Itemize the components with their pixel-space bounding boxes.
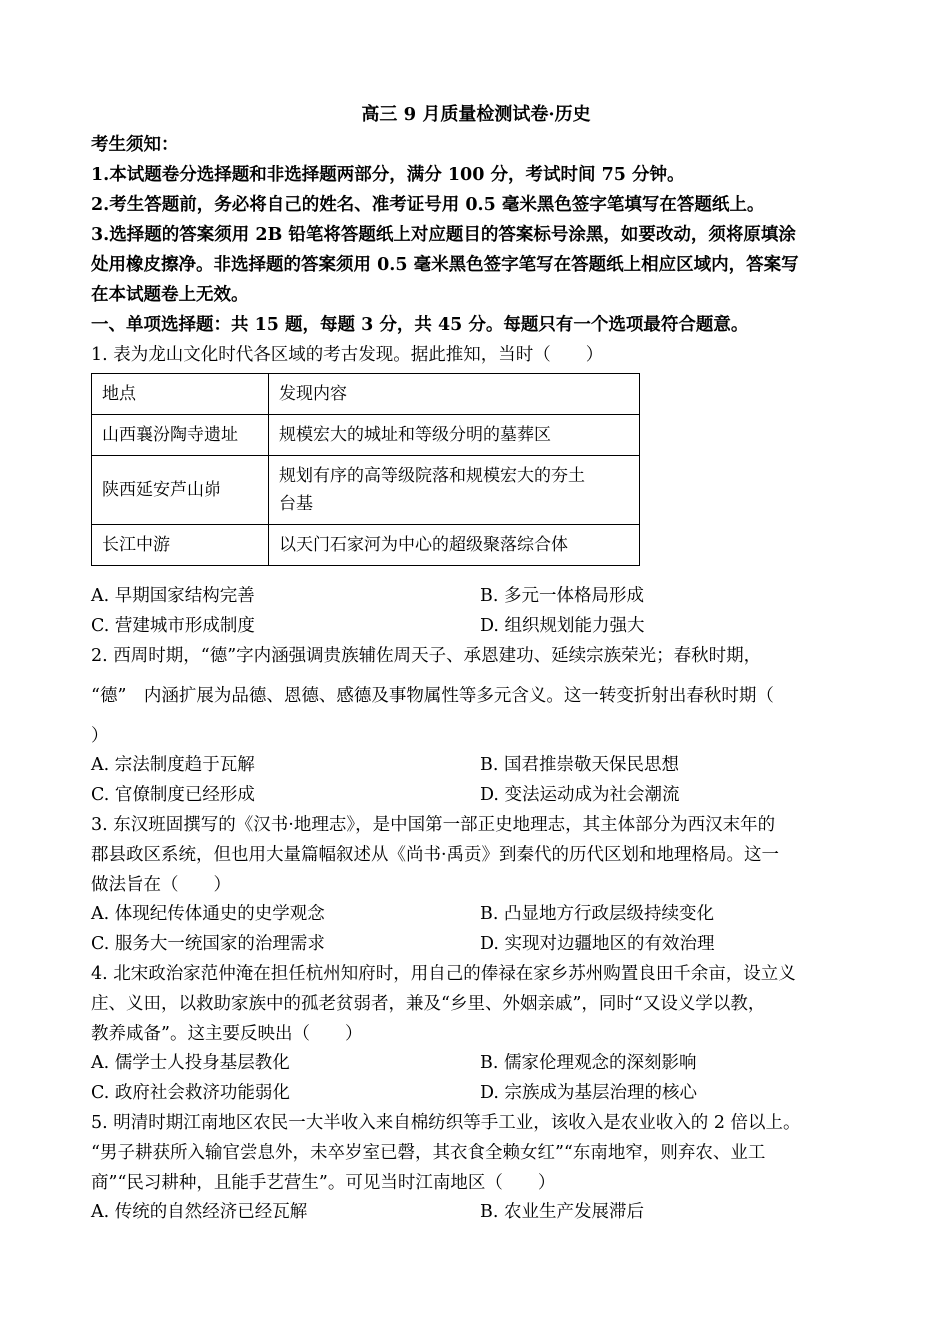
- question-3-options: [91, 900, 861, 930]
- table-cell-line: 台基: [279, 494, 313, 514]
- exam-page: [91, 100, 861, 1228]
- notice-item-3-line: 在本试题卷上无效。: [91, 285, 249, 305]
- table-cell: [269, 456, 640, 525]
- option-b[interactable]: B. 多元一体格局形成: [480, 586, 644, 606]
- question-2-line: ）: [91, 726, 109, 746]
- question-2-options: [91, 781, 861, 811]
- table-cell: 规模宏大的城址和等级分明的墓葬区: [269, 415, 640, 456]
- table-header-row: [92, 374, 640, 415]
- table-row: [92, 456, 640, 525]
- option-c[interactable]: C. 营建城市形成制度: [91, 615, 255, 636]
- option-b[interactable]: B. 凸显地方行政层级持续变化: [480, 904, 714, 924]
- question-2-line: “德” 内涵扩展为品德、恩德、感德及事物属性等多元含义。这一转变折射出春秋时期（: [91, 686, 774, 706]
- table-header-cell: 地点: [92, 374, 269, 415]
- question-1-table: [91, 373, 640, 566]
- question-5-line: 5. 明清时期江南地区农民一大半收入来自棉纺织等手工业，该收入是农业收入的 2 倍以上。: [91, 1113, 801, 1133]
- notice-item-1: 1.本试题卷分选择题和非选择题两部分，满分 100 分，考试时间 75 分钟。: [91, 165, 685, 185]
- option-b[interactable]: B. 农业生产发展滞后: [480, 1202, 644, 1222]
- option-a[interactable]: A. 早期国家结构完善: [91, 586, 255, 606]
- question-1-options: [91, 582, 861, 612]
- question-3-line: 郡县政区系统，但也用大量篇幅叙述从《尚书·禹贡》到秦代的历代区划和地理格局。这一: [91, 845, 780, 865]
- table-row: [92, 525, 640, 566]
- option-a[interactable]: A. 传统的自然经济已经瓦解: [91, 1202, 308, 1222]
- question-3-line: 做法旨在（ ）: [91, 875, 231, 895]
- question-2-line: 2. 西周时期，“德”字内涵强调贵族辅佐周天子、承恩建功、延续宗族荣光；春秋时期，: [91, 646, 762, 666]
- question-2-options: [91, 751, 861, 781]
- option-a[interactable]: A. 儒学士人投身基层教化: [91, 1053, 290, 1073]
- question-5-line: “男子耕获所入输官尝息外，未卒岁室已磬，其衣食全赖女红”“东南地窄，则弃农、业工: [91, 1143, 766, 1163]
- question-4-line: 庄、义田，以救助家族中的孤老贫弱者，兼及“乡里、外姻亲戚”，同时“又设义学以教，: [91, 994, 766, 1014]
- page-title: 高三 9 月质量检测试卷·历史: [361, 104, 591, 125]
- option-b[interactable]: B. 儒家伦理观念的深刻影响: [480, 1053, 697, 1073]
- option-c[interactable]: C. 政府社会救济功能弱化: [91, 1082, 290, 1103]
- notice-item-3-line: 处用橡皮擦净。非选择题的答案须用 0.5 毫米黑色签字笔写在答题纸上相应区域内，答案写: [91, 255, 799, 275]
- table-cell-line: 规划有序的高等级院落和规模宏大的夯土: [279, 466, 585, 486]
- question-4-options: [91, 1049, 861, 1079]
- table-cell: 山西襄汾陶寺遗址: [92, 415, 269, 456]
- question-3-line: 3. 东汉班固撰写的《汉书·地理志》，是中国第一部正史地理志，其主体部分为西汉末年的: [91, 815, 776, 835]
- question-3-options: [91, 930, 861, 960]
- option-d[interactable]: D. 实现对边疆地区的有效治理: [480, 933, 715, 954]
- question-4-options: [91, 1079, 861, 1109]
- question-5-line: 商”“民习耕种，且能手艺营生”。可见当时江南地区（ ）: [91, 1173, 556, 1193]
- option-d[interactable]: D. 变法运动成为社会潮流: [480, 784, 680, 805]
- option-d[interactable]: D. 宗族成为基层治理的核心: [480, 1082, 698, 1103]
- notice-heading: 考生须知：: [91, 135, 179, 155]
- table-cell: 以天门石家河为中心的超级聚落综合体: [269, 525, 640, 566]
- section-heading: 一、单项选择题：共 15 题，每题 3 分，共 45 分。每题只有一个选项最符合题意。: [91, 315, 749, 335]
- option-c[interactable]: C. 官僚制度已经形成: [91, 784, 255, 805]
- question-4-line: 4. 北宋政治家范仲淹在担任杭州知府时，用自己的俸禄在家乡苏州购置良田千余亩，设立义: [91, 964, 796, 984]
- option-c[interactable]: C. 服务大一统国家的治理需求: [91, 933, 325, 954]
- option-d[interactable]: D. 组织规划能力强大: [480, 615, 645, 636]
- option-a[interactable]: A. 宗法制度趋于瓦解: [91, 755, 255, 775]
- question-5-options: [91, 1198, 861, 1228]
- question-1-stem: 1. 表为龙山文化时代各区域的考古发现。据此推知，当时（ ）: [91, 345, 604, 365]
- table-row: [92, 415, 640, 456]
- option-b[interactable]: B. 国君推崇敬天保民思想: [480, 755, 679, 775]
- notice-item-3: [91, 220, 861, 310]
- option-a[interactable]: A. 体现纪传体通史的史学观念: [91, 904, 325, 924]
- table-header-cell: 发现内容: [269, 374, 640, 415]
- table-cell: 长江中游: [92, 525, 269, 566]
- question-4-line: 教养咸备”。这主要反映出（ ）: [91, 1024, 363, 1044]
- notice-item-3-line: 3.选择题的答案须用 2B 铅笔将答题纸上对应题目的答案标号涂黑，如要改动，须将原填涂: [91, 225, 796, 245]
- notice-item-2: 2.考生答题前，务必将自己的姓名、准考证号用 0.5 毫米黑色签字笔填写在答题纸上。: [91, 195, 765, 215]
- question-1-options: [91, 612, 861, 642]
- table-cell: 陕西延安芦山峁: [92, 456, 269, 525]
